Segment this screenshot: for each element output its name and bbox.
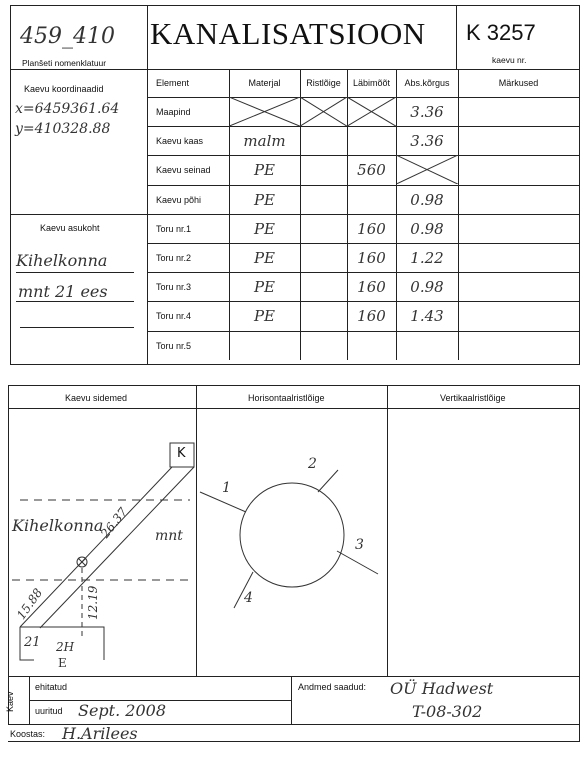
connection-line-2	[40, 467, 194, 628]
table-cell-height: 3.36	[410, 102, 444, 121]
house-number-left: 21	[24, 635, 41, 650]
table-cell-material: PE	[253, 219, 276, 238]
table-cell-height: 0.98	[410, 219, 444, 238]
site-sketch	[12, 443, 194, 660]
table-cell-element: Kaevu põhi	[156, 194, 202, 205]
table-cell-height: 1.22	[410, 248, 444, 267]
location-line-1: Kihelkonna	[16, 251, 108, 270]
table-cell-material: PE	[253, 160, 276, 179]
coordinates-label: Kaevu koordinaadid	[24, 84, 104, 94]
built-label: ehitatud	[35, 682, 68, 692]
table-cell-material: PE	[253, 306, 276, 325]
horizontal-section-label: Horisontaalristlõige	[248, 393, 325, 403]
table-cell-height: 0.98	[410, 277, 444, 296]
footer-mid-divider	[291, 676, 292, 725]
pipe-label-1: 1	[222, 480, 231, 496]
table-header-section: Ristlõige	[306, 78, 341, 88]
pipe-label-2: 2	[308, 456, 317, 472]
table-cell-element: Toru nr.4	[156, 310, 192, 321]
footer-side-label: Kaev	[5, 691, 15, 712]
table-cell-diameter: 160	[357, 306, 386, 325]
table-cell-diameter: 560	[357, 160, 386, 179]
table-header-diameter: Läbimõõt	[352, 78, 391, 88]
pipe-2-line	[318, 470, 338, 492]
table-cell-element: Toru nr.3	[156, 281, 192, 292]
table-cell-material: PE	[253, 190, 276, 209]
table-cell-element: Kaevu seinad	[156, 164, 211, 175]
distance-diagonal: 26.37	[98, 504, 131, 541]
house-letter: E	[58, 656, 67, 670]
house-number-right: 2H	[56, 640, 75, 654]
sheet-code: 459_410	[20, 24, 115, 49]
table-cell-element: Maapind	[156, 106, 191, 117]
table-cell-diameter: 160	[357, 248, 386, 267]
pipe-3-line	[337, 551, 378, 574]
location-line-2: mnt 21 ees	[18, 282, 108, 301]
distance-left: 15.88	[14, 585, 46, 623]
table-cell-element: Toru nr.2	[156, 252, 192, 263]
table-cell-height: 0.98	[410, 190, 444, 209]
data-from-value: OÜ Hadwest	[390, 679, 494, 698]
table-cell-material: PE	[253, 277, 276, 296]
page-title: KANALISATSIOON	[150, 16, 426, 51]
pipe-label-4: 4	[244, 590, 253, 606]
table-header-element: Element	[156, 78, 190, 88]
distance-vertical: 12.19	[86, 585, 100, 620]
measured-label: uuritud	[35, 706, 63, 716]
table-header-material: Materjal	[248, 78, 281, 88]
author-value: H.Arilees	[62, 724, 138, 743]
table-cell-material: malm	[243, 131, 286, 150]
well-circle	[240, 483, 344, 587]
vertical-section-label: Vertikaalristlõige	[440, 393, 506, 403]
well-mark: K	[177, 446, 186, 461]
data-from-label: Andmed saadud:	[298, 682, 367, 692]
pipe-label-3: 3	[355, 537, 364, 553]
coordinate-y: y=410328.88	[15, 121, 111, 137]
well-number: K 3257	[466, 20, 536, 45]
table-cell-diameter: 160	[357, 277, 386, 296]
connections-label: Kaevu sidemed	[65, 393, 128, 403]
table-cell-element: Toru nr.5	[156, 340, 192, 351]
coordinate-x: x=6459361.64	[15, 101, 120, 117]
table-cell-diameter: 160	[357, 219, 386, 238]
measured-value: Sept. 2008	[78, 701, 166, 720]
road-name-left: Kihelkonna	[12, 516, 104, 535]
table-cell-material: PE	[253, 248, 276, 267]
table-header-notes: Märkused	[498, 78, 539, 88]
road-name-right: mnt	[155, 528, 183, 544]
table-cell-height: 1.43	[410, 306, 444, 325]
table-cell-element: Toru nr.1	[156, 223, 192, 234]
table-cell-height: 3.36	[410, 131, 444, 150]
table-cell-element: Kaevu kaas	[156, 135, 204, 146]
author-label: Koostas:	[10, 729, 46, 739]
location-label: Kaevu asukoht	[40, 223, 100, 233]
data-from-code: T-08-302	[412, 702, 483, 721]
sheet-label: Planšeti nomenklatuur	[22, 58, 107, 68]
table-header-height: Abs.kõrgus	[404, 78, 450, 88]
well-number-label: kaevu nr.	[492, 55, 527, 65]
